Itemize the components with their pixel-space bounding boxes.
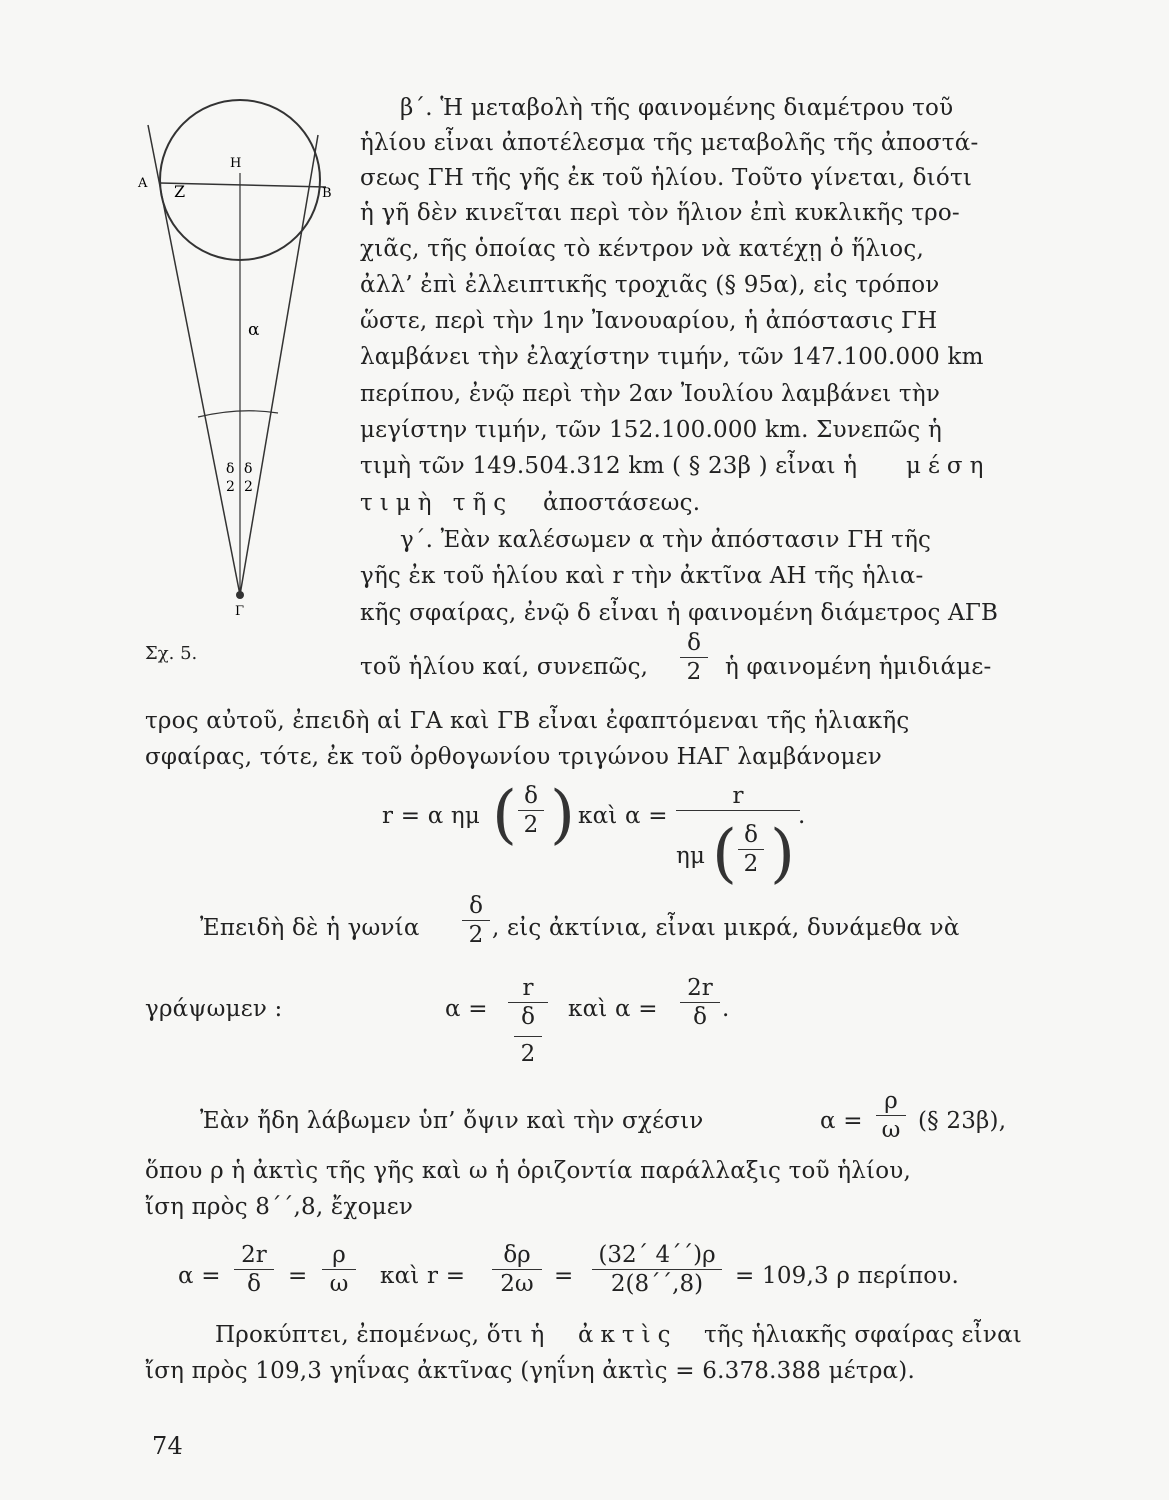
eq4-num: ρ [884,1088,898,1114]
tangent-right [240,135,318,595]
label-alpha: α [248,320,260,340]
text-line-1: β΄. Ἡ μεταβολὴ τῆς φαινομένης διαμέτρου τοῦ [400,95,954,121]
text-line-19b: , εἰς ἀκτίνια, εἶναι μικρά, δυνάμεθα νὰ [492,915,960,941]
text-line-19a: Ἐπειδὴ δὲ ἡ γωνία [200,915,420,941]
text-line-23: ἴση πρὸς 8΄΄,8, ἔχομεν [145,1194,414,1220]
label-delta-left: δ [226,461,235,477]
frac-num: δ [687,630,701,656]
page-number: 74 [152,1432,183,1460]
fraction-delta-half [680,630,708,685]
eq5-n3: δρ [503,1242,531,1268]
text-line-13: γ΄. Ἐὰν καλέσωμεν α τὴν ἀπόστασιν ΓΗ τῆς [400,527,932,553]
eq2-den: 2 [468,922,484,948]
eq4-frac [876,1088,906,1143]
text-line-4: ἡ γῆ δὲν κινεῖται περὶ τὸν ἥλιον ἐπὶ κυκλικῆς τρο- [360,200,960,226]
text-line-14: γῆς ἐκ τοῦ ἡλίου καὶ r τὴν ἀκτῖνα ΑΗ τῆς ἡλια- [360,563,924,589]
eq3-den-num: δ [521,1004,535,1030]
eq1-r-num: r [732,783,744,809]
text-line-22: ὅπου ρ ἡ ἀκτὶς τῆς γῆς καὶ ω ἡ ὁριζοντία παράλλαξις τοῦ ἡλίου, [145,1158,911,1184]
arc-delta [198,411,278,417]
eq5-n4: (32΄ 4΄΄)ρ [598,1242,716,1268]
eq1-frac [518,783,544,838]
text-line-17: τρος αὐτοῦ, ἐπειδὴ αἱ ΓΑ καὶ ΓΒ εἶναι ἐφαπτόμεναι τῆς ἡλιακῆς [145,708,910,734]
label-two-right: 2 [244,479,253,495]
text-line-18: σφαίρας, τότε, ἐκ τοῦ ὀρθογωνίου τριγώνου ΗΑΓ λαμβάνομεν [145,744,882,770]
label-z: Ζ [174,182,186,201]
eq5-a: α = [178,1263,221,1289]
text-line-6: ἀλλ’ ἐπὶ ἐλλειπτικῆς τροχιᾶς (§ 95α), εἰς τρόπον [360,272,940,298]
text-line-10: μεγίστην τιμήν, τῶν 152.100.000 km. Συνεπῶς ἡ [360,417,942,443]
eq1-r-frac [676,783,800,812]
eq5-result: = 109,3 ρ περίπου. [735,1263,959,1289]
text-line-24b: ἀκτὶς [578,1322,678,1348]
text-line-21b: (§ 23β), [918,1108,1007,1134]
eq1-left: r = α ημ [382,803,481,829]
text-line-5: χιᾶς, τῆς ὁποίας τὸ κέντρον νὰ κατέχῃ ὁ ἥλιος, [360,236,924,262]
text-line-24a: Προκύπτει, ἐπομένως, ὅτι ἡ [215,1322,545,1348]
text-line-16b: ἡ φαινομένη ἡμιδιάμε- [725,654,992,680]
text-line-20: γράψωμεν : [145,996,283,1022]
label-delta-right: δ [244,461,253,477]
eq5-d2: ω [329,1271,349,1297]
label-h: Η [230,156,242,171]
eq5-kai: καὶ r = [380,1263,466,1289]
text-line-7: ὥστε, περὶ τὴν 1ην Ἰανουαρίου, ἡ ἀπόστασις ΓΗ [360,308,938,334]
text-line-2: ἡλίου εἶναι ἀποτέλεσμα τῆς μεταβολῆς τῆς ἀποστά- [360,130,979,156]
text-line-11a: τιμὴ τῶν 149.504.312 km ( § 23β ) εἶναι ἡ [360,453,858,479]
eq3-kai: καὶ α = [568,996,658,1022]
eq4-left: α = [820,1108,863,1134]
text-line-8: λαμβάνει τὴν ἐλαχίστην τιμήν, τῶν 147.100.000 km [360,344,984,370]
eq5-d1: δ [247,1271,261,1297]
text-line-12b: ἀποστάσεως. [543,490,701,516]
eq5-frac3 [492,1242,542,1297]
eq3-left: α = [445,996,488,1022]
label-two-left: 2 [226,479,235,495]
eq3-num: r [522,975,534,1001]
eq1-den-den: 2 [743,851,759,877]
eq1-den-frac [738,822,764,877]
text-line-16a: τοῦ ἡλίου καί, συνεπῶς, [360,654,649,680]
eq5-eq1: = [288,1263,308,1289]
eq1-den: 2 [523,812,539,838]
text-line-21a: Ἐὰν ἤδη λάβωμεν ὑπ’ ὄψιν καὶ τὴν σχέσιν [200,1108,704,1134]
text-line-15: κῆς σφαίρας, ἐνῷ δ εἶναι ἡ φαινομένη διάμετρος ΑΓΒ [360,600,999,626]
sun-diagram [130,95,350,635]
label-a: Α [138,176,148,191]
eq2-frac [462,893,490,948]
eq5-frac1 [234,1242,274,1297]
text-line-24c: τῆς ἡλιακῆς σφαίρας εἶναι [704,1322,1023,1348]
eq5-n1: 2r [241,1242,267,1268]
earth-point [236,591,244,599]
label-g: Γ [235,604,245,619]
text-line-11b: μέση [906,453,991,479]
label-b: Β [322,186,332,201]
eq3-frac [508,975,548,1067]
eq5-n2: ρ [332,1242,346,1268]
eq3-frac2 [680,975,720,1030]
text-line-12a: τιμὴ τῆς [360,490,514,516]
eq1-dot: . [798,803,806,829]
frac-den: 2 [686,659,702,685]
eq5-eq2: = [554,1263,574,1289]
eq5-frac2 [322,1242,356,1297]
eq1-num: δ [524,783,538,809]
eq4-den: ω [881,1117,901,1143]
eq3-dot: . [722,996,730,1022]
eq5-d3: 2ω [500,1271,534,1297]
eq1-den-num: δ [744,822,758,848]
eq3-den2: δ [693,1004,707,1030]
text-line-9: περίπου, ἐνῷ περὶ τὴν 2αν Ἰουλίου λαμβάνει τὴν [360,381,941,407]
eq1-kai: καὶ α = [578,803,668,829]
eq3-num2: 2r [687,975,713,1001]
figure-caption: Σχ. 5. [145,643,198,664]
eq3-den-den: 2 [520,1041,536,1067]
tangent-left [148,125,240,595]
eq5-d4: 2(8΄΄,8) [610,1271,704,1297]
text-line-25: ἴση πρὸς 109,3 γηΐνας ἀκτῖνας (γηΐνη ἀκτὶς = 6.378.388 μέτρα). [145,1358,915,1384]
eq2-num: δ [469,893,483,919]
eq5-frac4 [592,1242,722,1297]
eq1-den-hm: ημ [676,843,706,869]
text-line-3: σεως ΓΗ τῆς γῆς ἐκ τοῦ ἡλίου. Τοῦτο γίνεται, διότι [360,165,973,191]
